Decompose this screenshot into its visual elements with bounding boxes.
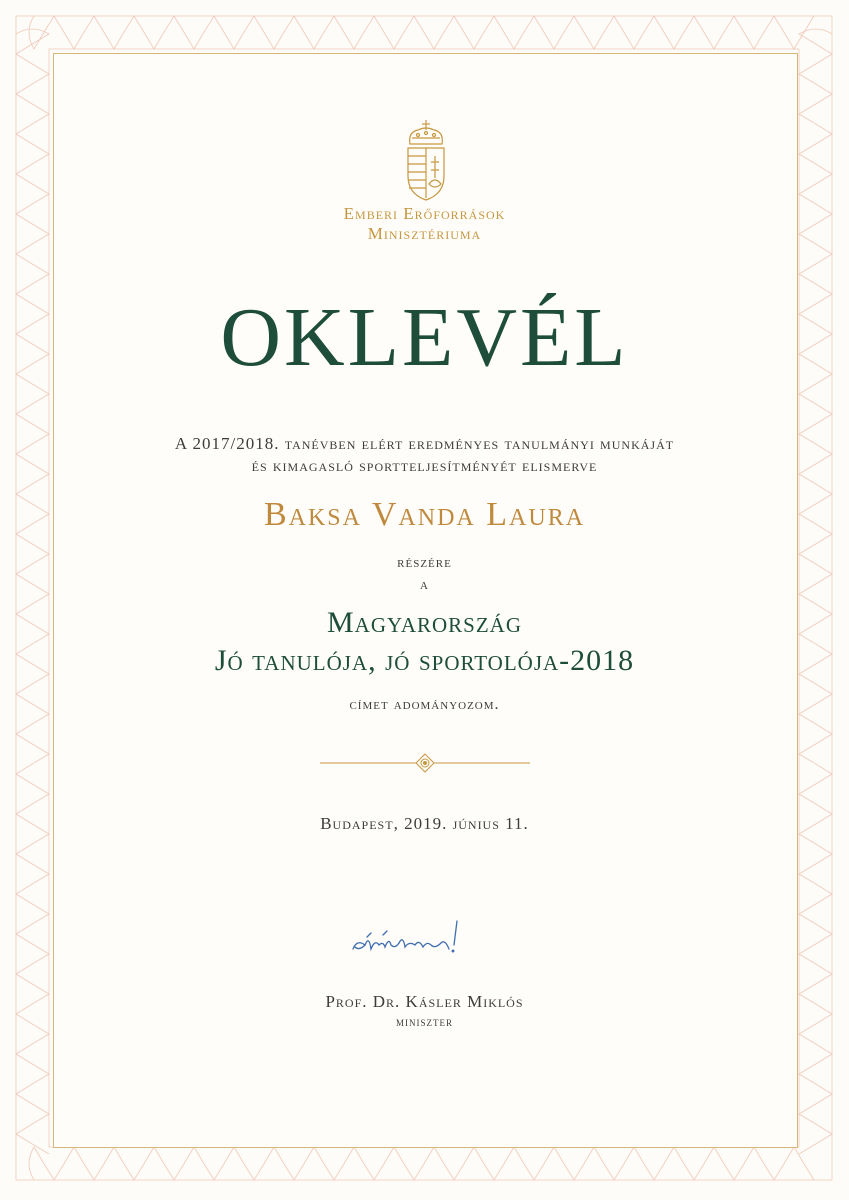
certificate-title: OKLEVÉL — [220, 291, 629, 384]
signer-role: miniszter — [396, 1014, 453, 1029]
hungarian-coat-of-arms-icon — [398, 118, 454, 204]
signer-name: Prof. Dr. Kásler Miklós — [325, 992, 524, 1011]
handwritten-signature — [345, 915, 470, 965]
intro-line1: A 2017/2018. tanévben elért eredményes tanulmányi munkáját — [174, 434, 675, 453]
recipient-name: Baksa Vanda Laura — [263, 496, 586, 533]
closing-text: címet adományozom. — [349, 696, 500, 713]
ministry-name-line1: Emberi Erőforrások — [343, 204, 506, 223]
intro-line2: és kimagasló sportteljesítményét elismerve — [251, 456, 598, 475]
ministry-name-line2: Minisztériuma — [367, 224, 482, 243]
article-text: a — [420, 577, 429, 593]
reszere-text: részére — [397, 555, 452, 571]
ornament-divider-icon — [320, 752, 530, 774]
award-title-line1: Magyarország — [326, 606, 523, 639]
award-title-line2: Jó tanulója, jó sportolója-2018 — [214, 644, 635, 677]
issue-date: Budapest, 2019. június 11. — [320, 814, 529, 833]
